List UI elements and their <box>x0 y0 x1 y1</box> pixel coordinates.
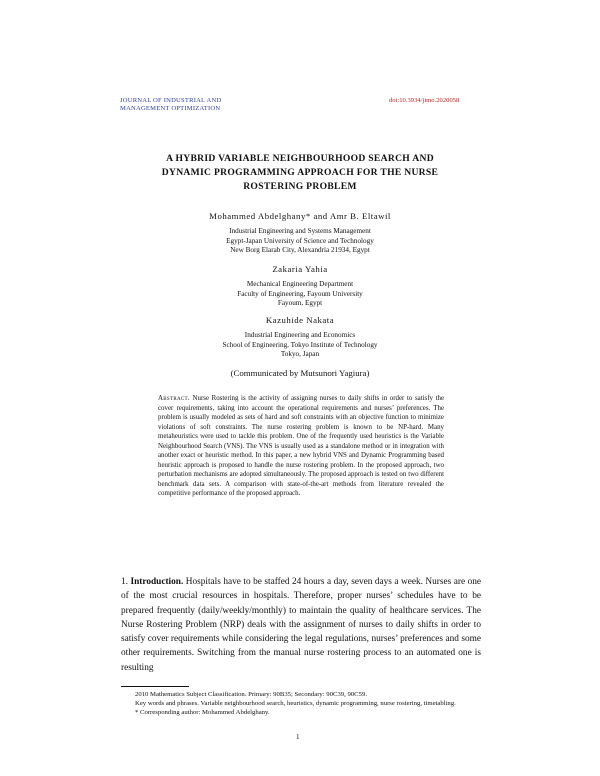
author-names-3: Kazuhide Nakata <box>265 315 335 325</box>
journal-name-line1: JOURNAL OF INDUSTRIAL AND <box>120 97 222 104</box>
title-line1: A HYBRID VARIABLE NEIGHBOURHOOD SEARCH AND <box>166 153 434 164</box>
affiliation-3-line1: Industrial Engineering and Economics <box>244 331 356 339</box>
section-heading: Introduction. <box>130 577 184 587</box>
affiliation-3-line2: School of Engineering, Tokyo Institute of Technology <box>222 340 378 349</box>
journal-name-line2: MANAGEMENT OPTIMIZATION <box>120 105 221 112</box>
affiliation-2-line3: Fayoum, Egypt <box>277 299 323 308</box>
introduction-text: Hospitals have to be staffed 24 hours a day, seven days a week. Nurses are one of the most crucial resources in hospitals. Therefore, proper nurses’ schedules have to be prepared frequently (daily/weekly/monthly) to maintain the quality of healthcare services. The Nurse Rostering Problem (NRP) deals with the assignment of nurses to daily shifts in order to satisfy cover requirements while considering the legal regulations, nurses’ preferences and some other requirements. Switching from the manual nurse rostering process to an automated one is resulting <box>121 577 482 673</box>
affiliation-1-line1: Industrial Engineering and Systems Management <box>229 227 371 235</box>
communicated-by: (Communicated by Mutsunori Yagiura) <box>230 368 370 378</box>
footnote-keywords: Key words and phrases. Variable neighbourhood search, heuristics, dynamic programming, nurse rostering, timetabling. <box>135 700 456 708</box>
author-names-2: Zakaria Yahia <box>272 264 328 274</box>
affiliation-2-line2: Faculty of Engineering, Fayoum University <box>237 289 363 298</box>
paper-title <box>110 152 490 194</box>
page-number: 1 <box>296 733 300 741</box>
author-names-1: Mohammed Abdelghany* and Amr B. Eltawil <box>209 211 391 221</box>
affiliation-2 <box>110 280 490 309</box>
affiliation-3 <box>110 331 490 360</box>
affiliation-2-line1: Mechanical Engineering Department <box>246 280 354 288</box>
footnote-corresponding: * Corresponding author: Mohammed Abdelghany. <box>135 709 270 717</box>
introduction-section <box>121 575 481 675</box>
journal-name <box>120 97 221 113</box>
affiliation-1-line3: New Borg Elarab City, Alexandria 21934, Egypt <box>230 246 370 255</box>
abstract <box>158 394 444 499</box>
footnote-msc: 2010 Mathematics Subject Classification. Primary: 90B35; Secondary: 90C39, 90C59. <box>135 691 367 698</box>
affiliation-1 <box>110 227 490 256</box>
abstract-label: Abstract. <box>158 395 190 402</box>
title-line3: ROSTERING PROBLEM <box>243 181 357 192</box>
affiliation-1-line2: Egypt-Japan University of Science and Technology <box>226 236 374 245</box>
title-line2: DYNAMIC PROGRAMMING APPROACH FOR THE NURSE <box>161 167 439 178</box>
affiliation-3-line3: Tokyo, Japan <box>280 350 320 359</box>
doi-link[interactable]: doi:10.3934/jimo.2020058 <box>389 97 460 104</box>
section-number: 1. <box>121 577 128 587</box>
footnotes <box>121 690 481 718</box>
abstract-text: Nurse Rostering is the activity of assigning nurses to daily shifts in order to satisfy the cover requirements, taking into account the operational requirements and nurses’ preferences. The problem is usually modeled as sets of hard and soft constraints with an objective function to minimize violations of soft constraints. The nurse rostering problem is known to be NP-hard. Many metaheuristics were used to tackle this problem. One of the frequently used heuristics is the Variable Neighbourhood Search (VNS). The VNS is usually used as a standalone method or in integration with another exact or heuristic method. In this paper, a new hybrid VNS and Dynamic Programming based heuristic approach is proposed to handle the nurse rostering problem. In the proposed approach, two perturbation mechanisms are adopted simultaneously. The proposed approach is tested on two different benchmark data sets. A comparison with state-of-the-art methods from literature revealed the competitive performance of the proposed approach. <box>158 395 444 497</box>
footnote-rule <box>121 686 189 687</box>
